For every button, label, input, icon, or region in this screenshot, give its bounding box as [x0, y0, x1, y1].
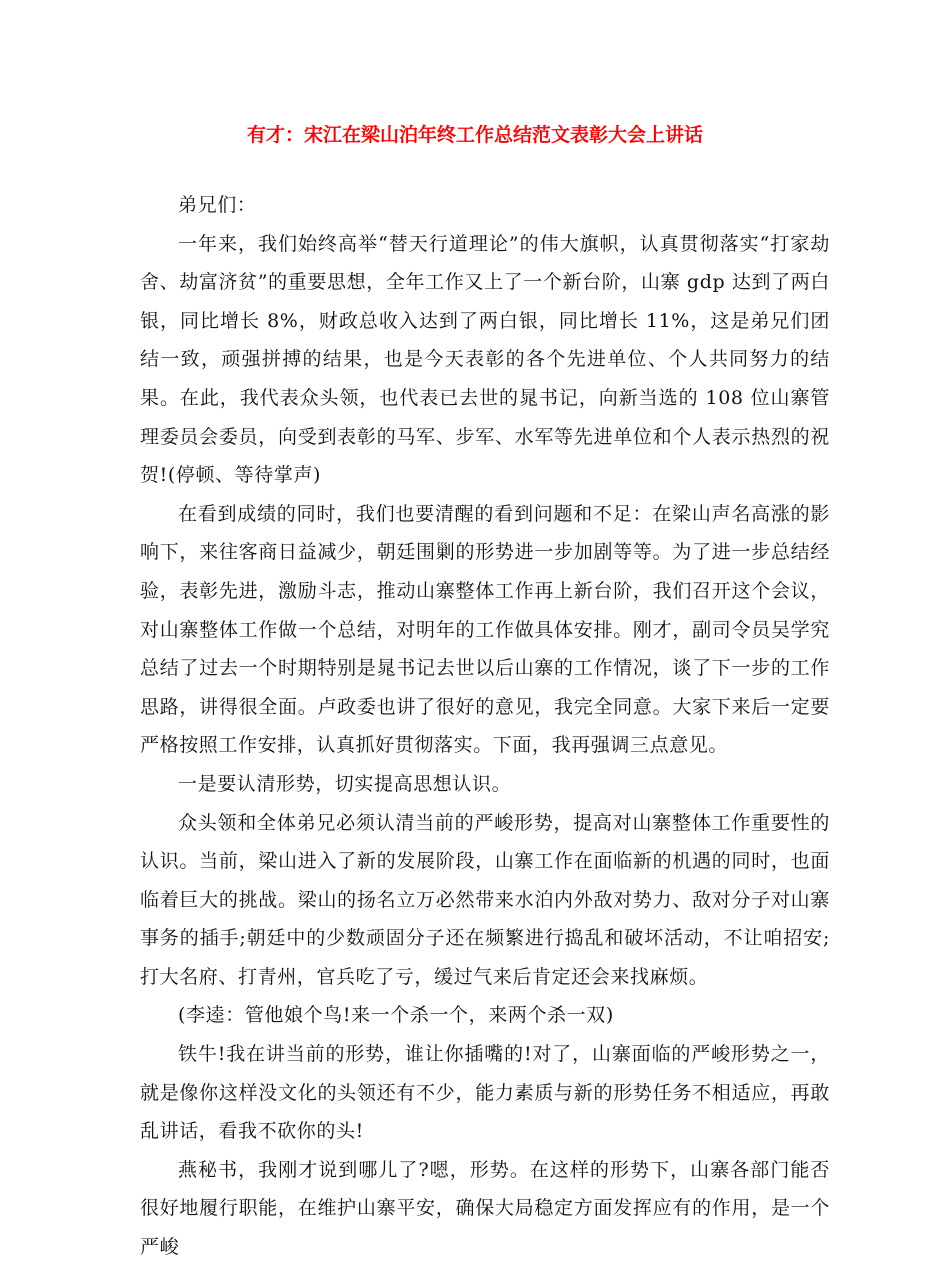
paragraph-achievements: 一年来，我们始终高举“替天行道理论”的伟大旗帜，认真贯彻落实“打家劫舍、劫富济贫”的重要思想，全年工作又上了一个新台阶，山寨 gdp 达到了两白银，同比增长 8%，财政总收入达到了两白银，同比增长 11%，这是弟兄们团结一致，顽强拼搏的结果，也是今天表彰的各个先进单位、个人共同努力的结果。在此，我代表众头领，也代表已去世的晁书记，向新当选的 108 位山寨管理委员会委员，向受到表彰的马军、步军、水军等先进单位和个人表示热烈的祝贺!(停顿、等待掌声)	[140, 232, 830, 487]
paragraph-li-kui-interjection: (李逵：管他娘个鸟!来一个杀一个，来两个杀一双)	[178, 1004, 614, 1027]
paragraph-greeting: 弟兄们：	[178, 194, 257, 216]
document-body	[140, 186, 830, 1267]
paragraph-problems: 在看到成绩的同时，我们也要清醒的看到问题和不足：在梁山声名高涨的影响下，来往客商日益减少，朝廷围剿的形势进一步加剧等等。为了进一步总结经验，表彰先进，激励斗志，推动山寨整体工作再上新台阶，我们召开这个会议，对山寨整体工作做一个总结，对明年的工作做具体安排。刚才，副司令员吴学究总结了过去一个时期特别是晁书记去世以后山寨的工作情况，谈了下一步的工作思路，讲得很全面。卢政委也讲了很好的意见，我完全同意。大家下来后一定要严格按照工作安排，认真抓好贯彻落实。下面，我再强调三点意见。	[140, 502, 830, 757]
paragraph-reprimand: 铁牛!我在讲当前的形势，谁让你插嘴的!对了，山寨面临的严峻形势之一，就是像你这样没文化的头领还有不少，能力素质与新的形势任务不相适应，再敢乱讲话，看我不砍你的头!	[140, 1043, 830, 1143]
document-title: 有才：宋江在梁山泊年终工作总结范文表彰大会上讲话	[246, 124, 703, 146]
paragraph-continuation: 燕秘书，我刚才说到哪儿了?嗯，形势。在这样的形势下，山寨各部门能否很好地履行职能，在维护山寨平安，确保大局稳定方面发挥应有的作用，是一个严峻	[140, 1158, 830, 1259]
paragraph-point-one-heading: 一是要认清形势，切实提高思想认识。	[178, 772, 512, 795]
paragraph-situation: 众头领和全体弟兄必须认清当前的严峻形势，提高对山寨整体工作重要性的认识。当前，梁山进入了新的发展阶段，山寨工作在面临新的机遇的同时，也面临着巨大的挑战。梁山的扬名立万必然带来水泊内外敌对势力、敌对分子对山寨事务的插手;朝廷中的少数顽固分子还在频繁进行捣乱和破坏活动，不让咱招安;打大名府、打青州，官兵吃了亏，缓过气来后肯定还会来找麻烦。	[140, 811, 830, 988]
